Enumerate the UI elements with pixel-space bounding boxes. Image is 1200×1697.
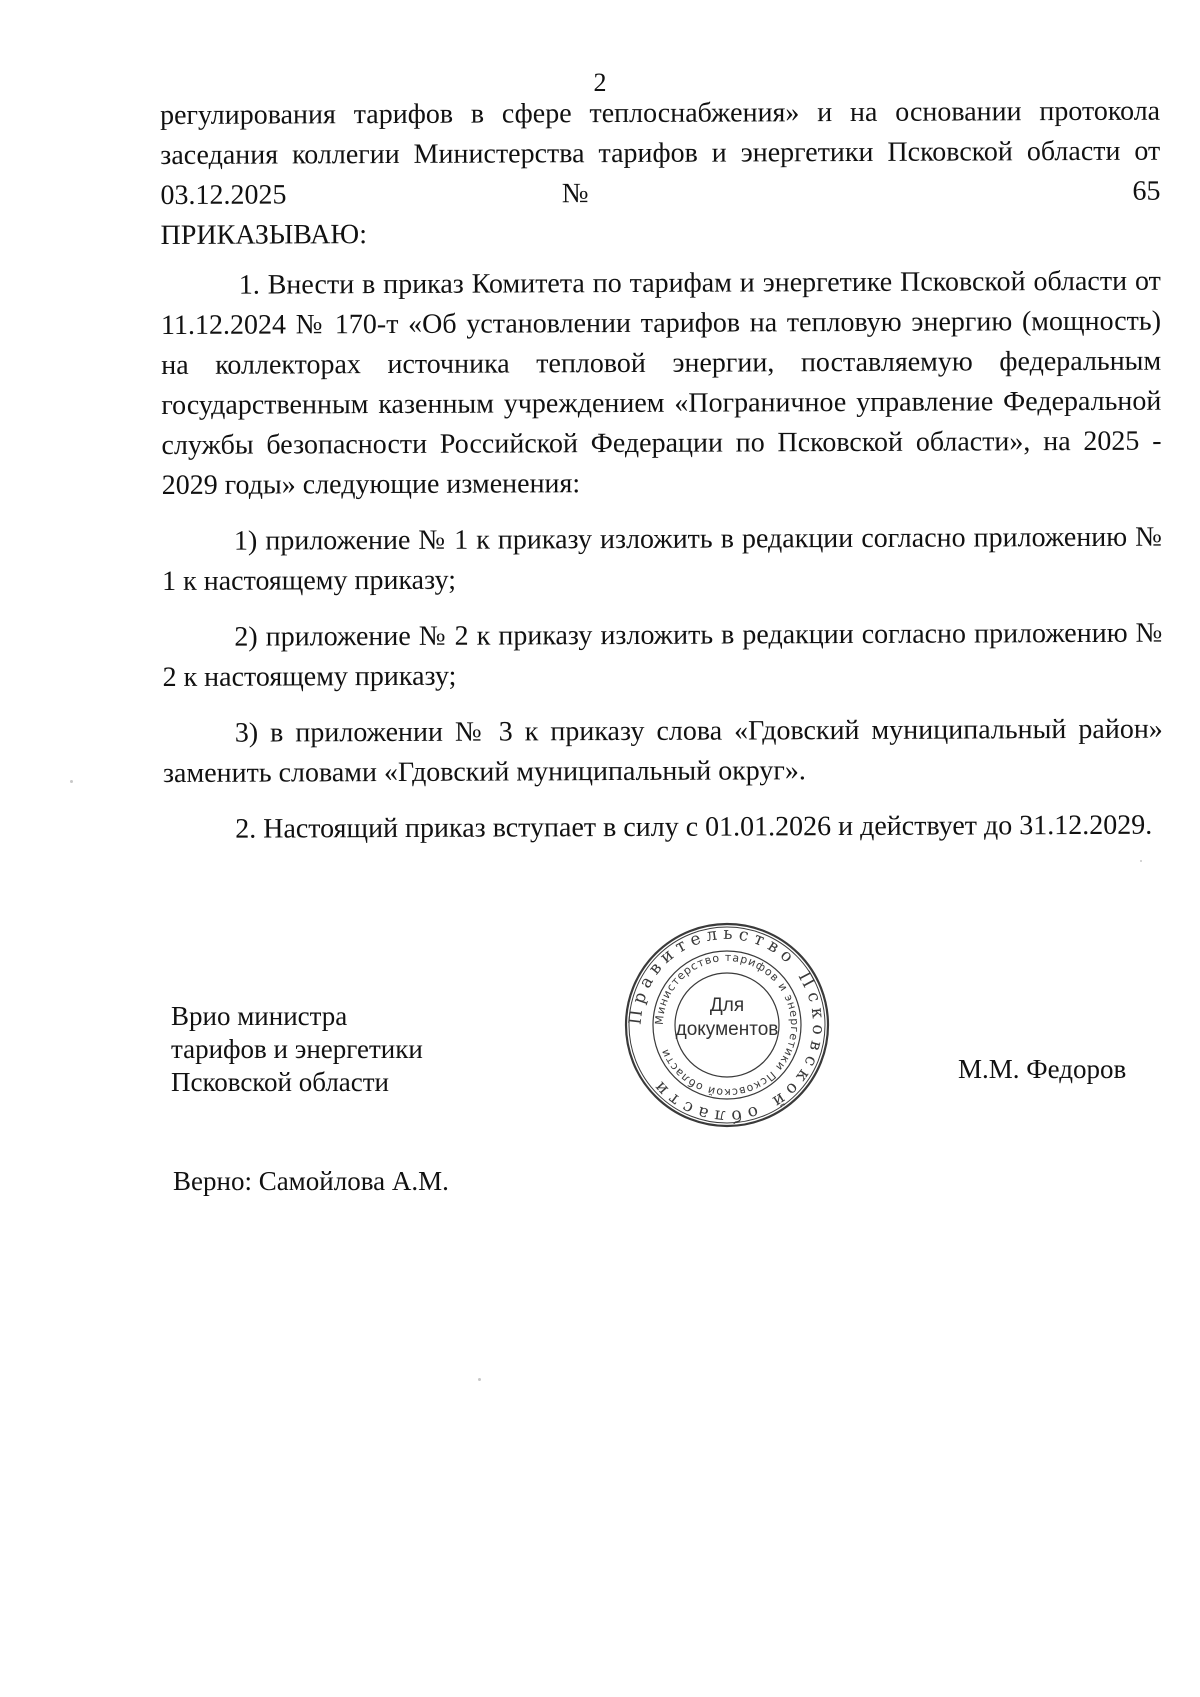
signatory-position-line: Врио министра — [171, 1001, 348, 1031]
official-seal — [622, 920, 832, 1130]
signatory-position-line: Псковской области — [171, 1067, 390, 1097]
seal-inner-text: Министерство тарифов и энергетики Псковской области — [652, 950, 802, 1100]
seal-outer-text: Правительство Псковской области — [625, 923, 829, 1127]
intro-paragraph: регулирования тарифов в сфере теплоснабжения» и на основании протокола заседания коллегии Министерства тарифов и энергетики Псковской области от 03.12.2025 № 65 — [160, 95, 1161, 211]
item-1-paragraph: 1. Внести в приказ Комитета по тарифам и энергетике Псковской области от 11.12.2024 № 170-т «Об установлении тарифов на тепловую энергию (мощность) на коллекторах источника тепловой энергии, поставляемую федеральным государственным казенным учреждением «Пограничное управление Федеральной службы безопасности Российской Федерации по Псковской области», на 2025 - 2029 годы» следующие изменения: — [160, 265, 1162, 501]
order-heading: ПРИКАЗЫВАЮ: — [160, 219, 368, 251]
document-body — [160, 92, 1163, 850]
sub-item-2: 2) приложение № 2 к приказу изложить в редакции согласно приложению № 2 к настоящему приказу; — [162, 617, 1163, 693]
seal-center-line: документов — [675, 1019, 779, 1040]
scan-speck — [1140, 860, 1142, 862]
page-number: 2 — [593, 68, 607, 97]
item-2-paragraph: 2. Настоящий приказ вступает в силу с 01.01.2026 и действует до 31.12.2029. — [235, 809, 1153, 845]
verified-by: Верно: Самойлова А.М. — [173, 1166, 449, 1196]
scan-speck — [478, 1378, 481, 1381]
scan-speck — [70, 780, 73, 783]
signatory-position-line: тарифов и энергетики — [171, 1034, 423, 1064]
sub-item-1: 1) приложение № 1 к приказу изложить в редакции согласно приложению № 1 к настоящему приказу; — [162, 521, 1163, 597]
signatory-position — [171, 1000, 423, 1099]
seal-center-text — [622, 994, 832, 1042]
seal-center-line: Для — [709, 995, 745, 1016]
signatory-name: М.М. Федоров — [958, 1054, 1127, 1084]
sub-item-3: 3) в приложении № 3 к приказу слова «Гдовский муниципальный район» заменить словами «Гдовский муниципальный округ». — [162, 713, 1163, 789]
